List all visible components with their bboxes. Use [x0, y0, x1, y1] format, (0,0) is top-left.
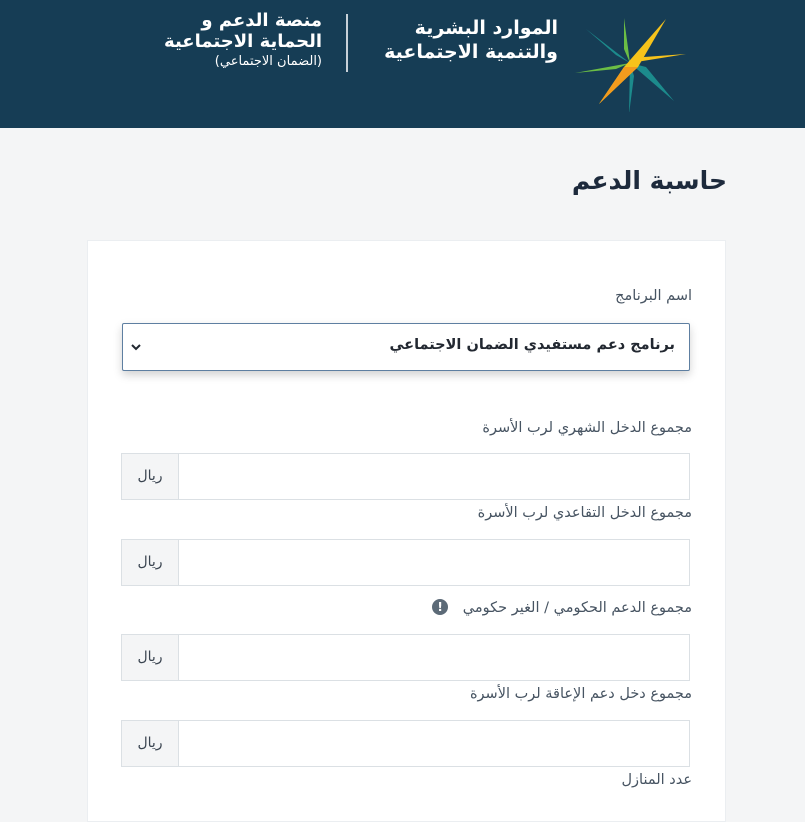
monthly-income-field[interactable] [121, 453, 690, 500]
homes-count-label: عدد المنازل [621, 772, 692, 788]
chevron-down-icon [129, 342, 143, 352]
disability-income-label: مجموع دخل دعم الإعاقة لرب الأسرة [469, 686, 692, 702]
platform-name [144, 10, 322, 72]
government-support-field[interactable] [121, 634, 690, 681]
ministry-name-line1: الموارد البشرية [414, 17, 558, 39]
platform-name-line1: منصة الدعم و [201, 10, 322, 31]
program-label: اسم البرنامج [615, 288, 692, 304]
government-support-label [180, 599, 692, 616]
retirement-income-currency: ريال [122, 540, 179, 585]
program-select[interactable] [122, 323, 690, 371]
ministry-name-line2: والتنمية الاجتماعية [384, 41, 558, 63]
disability-income-field[interactable] [121, 720, 690, 767]
site-header [0, 0, 805, 128]
retirement-income-label: مجموع الدخل التقاعدي لرب الأسرة [477, 505, 692, 521]
platform-name-line2: الحماية الاجتماعية [164, 31, 322, 52]
government-support-label-text: مجموع الدعم الحكومي / الغير حكومي [462, 600, 692, 616]
monthly-income-label: مجموع الدخل الشهري لرب الأسرة [482, 420, 692, 436]
ministry-logo-icon[interactable] [568, 14, 692, 112]
monthly-income-currency: ريال [122, 454, 179, 499]
page-title: حاسبة الدعم [571, 166, 727, 195]
program-selected-value: برنامج دعم مستفيدي الضمان الاجتماعي [389, 337, 675, 353]
header-divider [346, 14, 348, 72]
ministry-name [372, 16, 558, 64]
government-support-currency: ريال [122, 635, 179, 680]
info-icon[interactable]: ! [432, 599, 448, 615]
platform-name-subtitle: (الضمان الاجتماعي) [214, 54, 322, 69]
disability-income-currency: ريال [122, 721, 179, 766]
retirement-income-field[interactable] [121, 539, 690, 586]
